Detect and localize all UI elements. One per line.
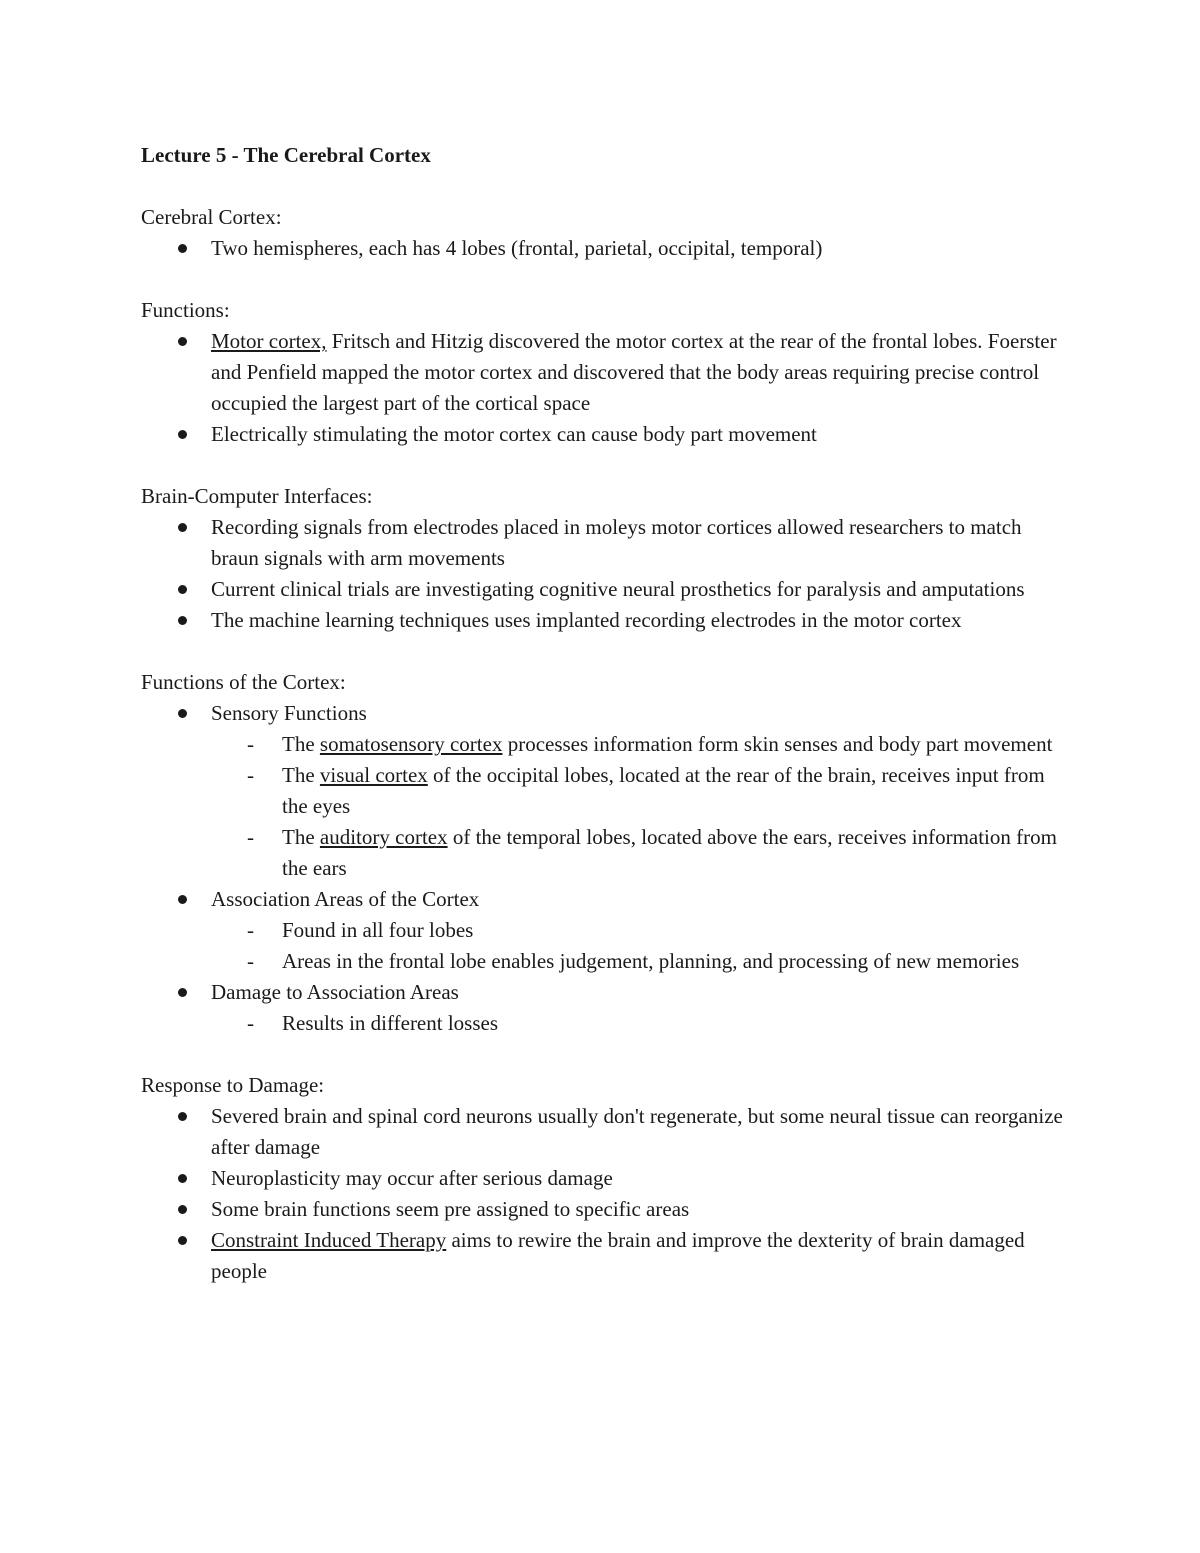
bullet-list [141, 512, 1071, 636]
dash-icon: - [247, 825, 254, 849]
sub-item-text: The [282, 825, 320, 849]
dash-icon: - [247, 1011, 254, 1035]
list-item-text: Some brain functions seem pre assigned to specific areas [211, 1197, 690, 1221]
bullet-icon [178, 523, 187, 532]
document-title: Lecture 5 - The Cerebral Cortex [141, 143, 431, 167]
section-cerebral-cortex [141, 202, 1071, 264]
sub-item-text: The [282, 763, 320, 787]
section-heading: Functions: [141, 298, 230, 322]
bullet-list [141, 698, 1071, 1039]
section-heading: Brain-Computer Interfaces: [141, 484, 373, 508]
bullet-list [141, 1101, 1071, 1287]
sub-item-text: of the temporal lobes, located above the ears, receives information from the ears [282, 825, 1057, 880]
bullet-icon [178, 585, 187, 594]
underlined-term: somatosensory cortex [319, 732, 503, 756]
sub-list-item [211, 822, 1071, 884]
list-item [141, 1101, 1071, 1163]
list-item-text: aims to rewire the brain and improve the dexterity of brain damaged people [211, 1228, 1025, 1283]
sub-item-text: Found in all four lobes [282, 918, 474, 942]
sub-list-item [211, 760, 1071, 822]
sub-list-item [211, 946, 1071, 977]
underlined-term: Motor cortex, [211, 329, 327, 353]
sub-item-text: The [282, 732, 320, 756]
sub-item-text: Areas in the frontal lobe enables judgement, planning, and processing of new memories [282, 949, 1020, 973]
sub-list [211, 1008, 1071, 1039]
sub-item-text: processes information form skin senses and body part movement [502, 732, 1053, 756]
section-response-to-damage [141, 1070, 1071, 1287]
sub-item-text: of the occipital lobes, located at the rear of the brain, receives input from the eyes [282, 763, 1045, 818]
list-item-text: The machine learning techniques uses implanted recording electrodes in the motor cortex [211, 608, 962, 632]
sub-item-text: Results in different losses [282, 1011, 499, 1035]
list-item [141, 977, 1071, 1039]
list-item-text: Neuroplasticity may occur after serious damage [211, 1166, 613, 1190]
list-item [141, 512, 1071, 574]
sub-list-item [211, 1008, 1071, 1039]
list-item-text: Fritsch and Hitzig discovered the motor cortex at the rear of the frontal lobes. Foerster and Penfield mapped the motor cortex and discovered that the body areas requiring precise control occupied the largest part of the cortical space [211, 329, 1057, 415]
bullet-icon [178, 244, 187, 253]
list-item-text: Damage to Association Areas [211, 980, 459, 1004]
bullet-icon [178, 616, 187, 625]
underlined-term: Constraint Induced Therapy [211, 1228, 447, 1252]
list-item [141, 605, 1071, 636]
sub-list-item [211, 915, 1071, 946]
list-item-text: Sensory Functions [211, 701, 367, 725]
list-item [141, 326, 1071, 419]
sub-list [211, 915, 1071, 977]
section-brain-computer-interfaces [141, 481, 1071, 636]
list-item [141, 574, 1071, 605]
bullet-icon [178, 337, 187, 346]
bullet-icon [178, 1205, 187, 1214]
list-item [141, 698, 1071, 884]
section-functions-of-cortex [141, 667, 1071, 1039]
bullet-list [141, 233, 1071, 264]
bullet-icon [178, 895, 187, 904]
list-item [141, 1225, 1071, 1287]
list-item-text: Severed brain and spinal cord neurons usually don't regenerate, but some neural tissue can reorganize after damage [211, 1104, 1063, 1159]
list-item-text: Association Areas of the Cortex [211, 887, 480, 911]
document-page [141, 140, 1071, 1318]
bullet-icon [178, 988, 187, 997]
dash-icon: - [247, 918, 254, 942]
bullet-icon [178, 430, 187, 439]
list-item [141, 419, 1071, 450]
bullet-icon [178, 709, 187, 718]
section-functions [141, 295, 1071, 450]
list-item-text: Current clinical trials are investigating cognitive neural prosthetics for paralysis and amputations [211, 577, 1025, 601]
list-item [141, 1194, 1071, 1225]
bullet-icon [178, 1236, 187, 1245]
section-heading: Response to Damage: [141, 1073, 325, 1097]
bullet-icon [178, 1112, 187, 1121]
list-item-text: Two hemispheres, each has 4 lobes (frontal, parietal, occipital, temporal) [211, 236, 823, 260]
sub-list [211, 729, 1071, 884]
underlined-term: visual cortex [319, 763, 428, 787]
dash-icon: - [247, 949, 254, 973]
list-item [141, 1163, 1071, 1194]
list-item-text: Recording signals from electrodes placed in moleys motor cortices allowed researchers to match braun signals with arm movements [211, 515, 1022, 570]
sub-list-item [211, 729, 1071, 760]
underlined-term: auditory cortex [319, 825, 448, 849]
list-item [141, 884, 1071, 977]
bullet-list [141, 326, 1071, 450]
bullet-icon [178, 1174, 187, 1183]
dash-icon: - [247, 763, 254, 787]
list-item [141, 233, 1071, 264]
dash-icon: - [247, 732, 254, 756]
list-item-text: Electrically stimulating the motor cortex can cause body part movement [211, 422, 817, 446]
section-heading: Cerebral Cortex: [141, 205, 282, 229]
section-heading: Functions of the Cortex: [141, 670, 346, 694]
